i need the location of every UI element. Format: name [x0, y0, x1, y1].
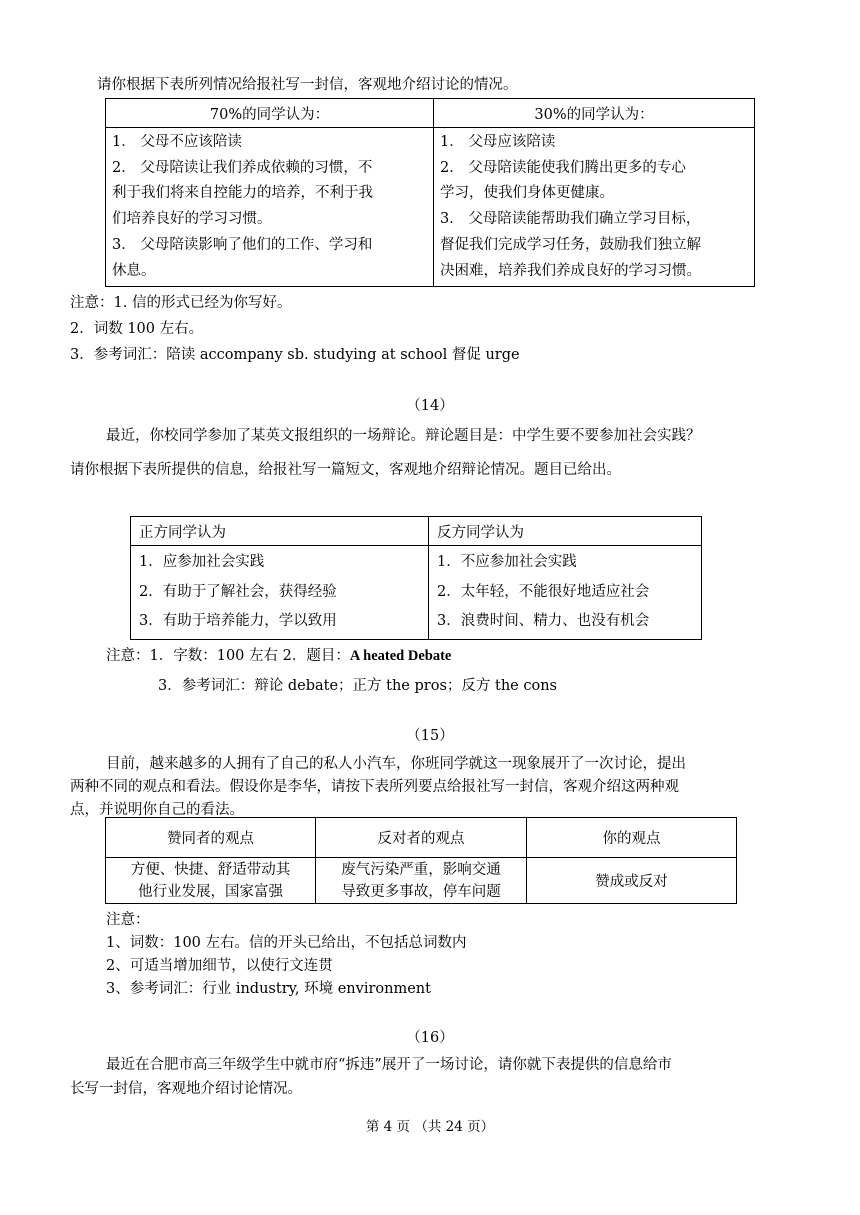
debate-cons-line: 2．太年轻，不能很好地适应社会	[437, 583, 650, 600]
car-supporters-cell	[106, 858, 316, 904]
opinion-table-1	[105, 98, 755, 287]
table1-right-line: 1． 父母应该陪读	[440, 134, 556, 150]
car-header-supporters: 赞同者的观点	[106, 818, 316, 858]
table1-right-cell	[434, 128, 755, 287]
section-15-note: 3、参考词汇：行业 industry, 环境 environment	[106, 981, 431, 997]
table1-left-line: 2． 父母陪读让我们养成依赖的习惯，不	[112, 159, 373, 176]
section-15-number: （15）	[406, 728, 454, 744]
debate-pros-line: 3．有助于培养能力，学以致用	[139, 613, 337, 629]
table1-header-left: 70%的同学认为：	[106, 99, 434, 128]
debate-pros-line: 1．应参加社会实践	[139, 554, 265, 570]
section-15-para: 目前，越来越多的人拥有了自己的私人小汽车，你班同学就这一现象展开了一次讨论，提出	[106, 756, 686, 772]
section-16-para: 长写一封信，客观地介绍讨论情况。	[70, 1081, 302, 1097]
car-opponents-line: 废气污染严重，影响交通	[341, 861, 501, 878]
section-16-para: 最近在合肥市高三年级学生中就市府“拆违”展开了一场讨论，请你就下表提供的信息给市	[106, 1057, 672, 1073]
notes1-line: 2．词数 100 左右。	[70, 321, 204, 337]
table1-right-line: 决困难，培养我们养成良好的学习习惯。	[440, 262, 701, 279]
section-15-note: 注意：	[106, 912, 150, 928]
car-opponents-cell	[316, 858, 527, 904]
debate-cons-cell	[429, 546, 702, 640]
table1-right-line: 督促我们完成学习任务，鼓励我们独立解	[440, 236, 701, 253]
car-opponents-line: 导致更多事故，停车问题	[341, 883, 501, 900]
section-14-note	[106, 644, 451, 665]
car-header-yours: 你的观点	[527, 818, 737, 858]
table1-left-cell	[106, 128, 434, 287]
debate-header-cons: 反方同学认为	[429, 517, 702, 546]
table1-left-line: 3． 父母陪读影响了他们的工作、学习和	[112, 236, 373, 253]
debate-pros-line: 2．有助于了解社会，获得经验	[139, 583, 337, 600]
section-15-para: 点，并说明你自己的看法。	[70, 802, 244, 818]
debate-cons-line: 3．浪费时间、精力、也没有机会	[437, 613, 650, 629]
table1-left-line: 利于我们将来自控能力的培养，不利于我	[112, 185, 373, 202]
section-15-note: 1、词数：100 左右。信的开头已给出，不包括总词数内	[106, 935, 467, 951]
car-supporters-line: 他行业发展，国家富强	[138, 883, 283, 900]
page-footer: 第 4 页 （共 24 页）	[365, 1119, 495, 1135]
debate-cons-line: 1．不应参加社会实践	[437, 554, 577, 570]
table1-header-right: 30%的同学认为：	[434, 99, 755, 128]
section-14-number: （14）	[406, 398, 454, 414]
table1-right-line: 2． 父母陪读能使我们腾出更多的专心	[440, 159, 686, 176]
section-14-para: 最近，你校同学参加了某英文报组织的一场辩论。辩论题目是：中学生要不要参加社会实践？	[106, 428, 701, 444]
car-supporters-line: 方便、快捷、舒适带动其	[130, 861, 291, 878]
table1-right-line: 学习，使我们身体更健康。	[440, 185, 614, 202]
debate-table	[130, 516, 702, 640]
section-15-para: 两种不同的观点和看法。假设你是李华，请按下表所列要点给报社写一封信，客观介绍这两种观	[70, 779, 679, 795]
table1-left-line: 1． 父母不应该陪读	[112, 134, 242, 150]
table1-left-line: 休息。	[112, 262, 156, 279]
car-header-opponents: 反对者的观点	[316, 818, 527, 858]
section-16-number: （16）	[406, 1030, 454, 1046]
debate-pros-cell	[131, 546, 429, 640]
section-14-note-title: A heated Debate	[349, 648, 452, 664]
table1-left-line: 们培养良好的学习习惯。	[112, 211, 272, 228]
section-14-note-prefix: 注意：1．字数：100 左右 2．题目：	[106, 648, 350, 664]
notes1-line: 3．参考词汇：陪读 accompany sb. studying at school 督促 urge	[70, 347, 520, 363]
table1-right-line: 3． 父母陪读能帮助我们确立学习目标，	[440, 211, 701, 228]
debate-header-pros: 正方同学认为	[131, 517, 429, 546]
car-opinion-table	[105, 817, 737, 904]
intro-line: 请你根据下表所列情况给报社写一封信，客观地介绍讨论的情况。	[97, 77, 518, 93]
section-14-note-vocab: 3．参考词汇：辩论 debate；正方 the pros；反方 the cons	[158, 678, 557, 694]
section-15-note: 2、可适当增加细节，以使行文连贯	[106, 958, 333, 974]
section-14-para: 请你根据下表所提供的信息，给报社写一篇短文，客观地介绍辩论情况。题目已给出。	[70, 462, 621, 478]
car-yours-cell: 赞成或反对	[527, 858, 737, 904]
notes1-line: 注意：1. 信的形式已经为你写好。	[70, 295, 292, 311]
